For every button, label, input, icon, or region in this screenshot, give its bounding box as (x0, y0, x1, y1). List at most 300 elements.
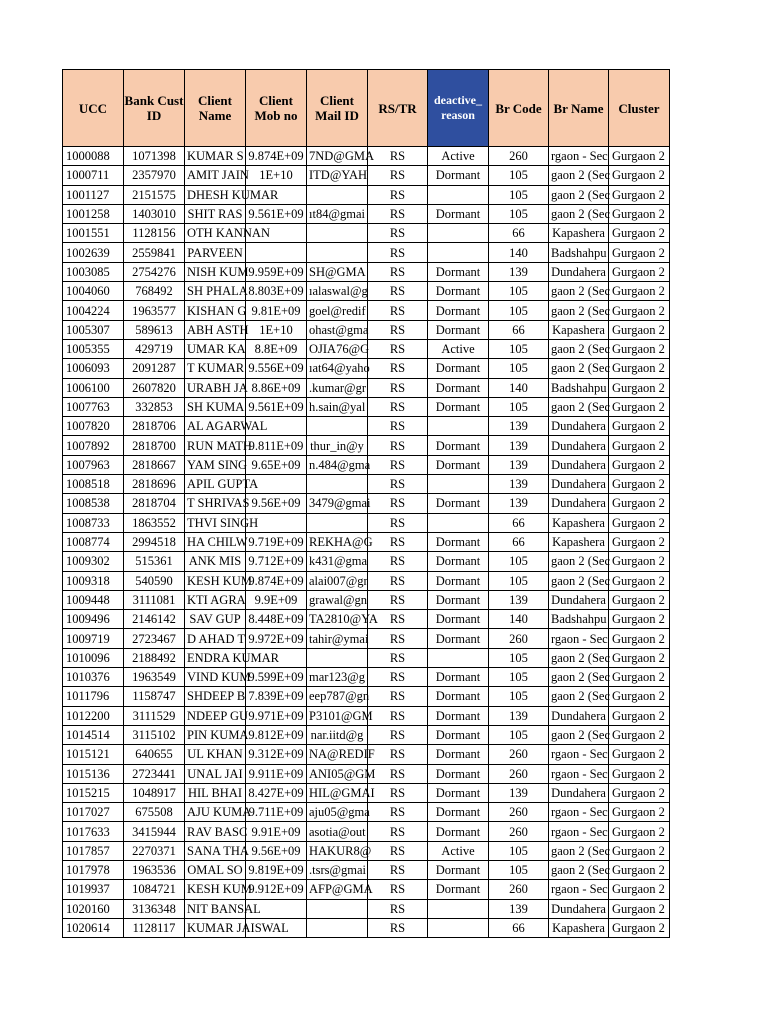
cell-rs-tr[interactable]: RS (368, 475, 428, 494)
cell-client-name[interactable]: KTI AGRA (185, 590, 246, 609)
cell-br-code[interactable]: 139 (489, 417, 549, 436)
header-ucc[interactable]: UCC (63, 70, 124, 147)
header-client-name[interactable]: Client Name (185, 70, 246, 147)
cell-deactive-reason[interactable]: Dormant (428, 359, 489, 378)
cell-client-name[interactable]: D AHAD T (185, 629, 246, 648)
cell-bank-cust-id[interactable]: 1403010 (124, 204, 185, 223)
cell-br-name[interactable]: Kapashera (549, 918, 609, 937)
cell-bank-cust-id[interactable]: 3115102 (124, 725, 185, 744)
cell-client-mail[interactable]: n.484@gma (307, 455, 368, 474)
cell-cluster[interactable]: Gurgaon 2 (609, 378, 670, 397)
cell-br-name[interactable]: gaon 2 (Sec (549, 359, 609, 378)
cell-client-mob[interactable]: 9.81E+09 (246, 301, 307, 320)
cell-client-mail[interactable] (307, 918, 368, 937)
cell-br-code[interactable]: 139 (489, 262, 549, 281)
cell-rs-tr[interactable]: RS (368, 552, 428, 571)
cell-cluster[interactable]: Gurgaon 2 (609, 899, 670, 918)
cell-client-name[interactable]: AMIT JAIN (185, 166, 246, 185)
header-br-name[interactable]: Br Name (549, 70, 609, 147)
cell-client-name[interactable]: AJU KUMA (185, 803, 246, 822)
cell-client-name[interactable]: SAV GUP (185, 610, 246, 629)
cell-client-name[interactable]: PARVEEN (185, 243, 246, 262)
cell-ucc[interactable]: 1020160 (63, 899, 124, 918)
cell-br-name[interactable]: Kapashera (549, 513, 609, 532)
cell-br-name[interactable]: rgaon - Sec (549, 745, 609, 764)
header-bank-cust-id[interactable]: Bank Cust ID (124, 70, 185, 147)
cell-client-mail[interactable]: ITD@YAH (307, 166, 368, 185)
cell-br-name[interactable]: gaon 2 (Sec (549, 185, 609, 204)
cell-client-name[interactable]: VIND KUM (185, 668, 246, 687)
cell-deactive-reason[interactable]: Dormant (428, 668, 489, 687)
cell-client-mob[interactable]: 8.427E+09 (246, 783, 307, 802)
cell-rs-tr[interactable]: RS (368, 513, 428, 532)
cell-rs-tr[interactable]: RS (368, 397, 428, 416)
cell-rs-tr[interactable]: RS (368, 668, 428, 687)
cell-client-mob[interactable]: 9.971E+09 (246, 706, 307, 725)
cell-client-mail[interactable]: alai007@gr (307, 571, 368, 590)
cell-ucc[interactable]: 1008538 (63, 494, 124, 513)
cell-bank-cust-id[interactable]: 2270371 (124, 841, 185, 860)
cell-deactive-reason[interactable]: Dormant (428, 571, 489, 590)
cell-rs-tr[interactable]: RS (368, 841, 428, 860)
cell-rs-tr[interactable]: RS (368, 687, 428, 706)
cell-bank-cust-id[interactable]: 1128156 (124, 224, 185, 243)
cell-client-mail[interactable]: eep787@gn (307, 687, 368, 706)
cell-ucc[interactable]: 1001551 (63, 224, 124, 243)
cell-client-name[interactable]: UMAR KA (185, 339, 246, 358)
cell-br-code[interactable]: 105 (489, 359, 549, 378)
cell-ucc[interactable]: 1011796 (63, 687, 124, 706)
cell-client-mail[interactable]: nar.iitd@g (307, 725, 368, 744)
cell-client-mob[interactable]: 9.56E+09 (246, 494, 307, 513)
cell-bank-cust-id[interactable]: 3111081 (124, 590, 185, 609)
cell-bank-cust-id[interactable]: 589613 (124, 320, 185, 339)
cell-br-name[interactable]: Dundahera (549, 262, 609, 281)
cell-br-code[interactable]: 105 (489, 668, 549, 687)
cell-rs-tr[interactable]: RS (368, 880, 428, 899)
cell-ucc[interactable]: 1009318 (63, 571, 124, 590)
cell-rs-tr[interactable]: RS (368, 320, 428, 339)
cell-rs-tr[interactable]: RS (368, 282, 428, 301)
cell-br-name[interactable]: gaon 2 (Sec (549, 571, 609, 590)
cell-deactive-reason[interactable]: Dormant (428, 610, 489, 629)
cell-rs-tr[interactable]: RS (368, 243, 428, 262)
cell-br-code[interactable]: 66 (489, 320, 549, 339)
cell-rs-tr[interactable]: RS (368, 147, 428, 166)
cell-deactive-reason[interactable] (428, 243, 489, 262)
cell-bank-cust-id[interactable]: 1863552 (124, 513, 185, 532)
cell-deactive-reason[interactable]: Dormant (428, 745, 489, 764)
cell-ucc[interactable]: 1017978 (63, 860, 124, 879)
cell-client-mail[interactable]: k431@gma (307, 552, 368, 571)
cell-br-name[interactable]: gaon 2 (Sec (549, 668, 609, 687)
cell-br-code[interactable]: 139 (489, 783, 549, 802)
cell-bank-cust-id[interactable]: 1963536 (124, 860, 185, 879)
cell-deactive-reason[interactable]: Dormant (428, 282, 489, 301)
cell-cluster[interactable]: Gurgaon 2 (609, 282, 670, 301)
cell-client-mob[interactable]: 9.911E+09 (246, 764, 307, 783)
cell-deactive-reason[interactable]: Active (428, 841, 489, 860)
cell-bank-cust-id[interactable]: 3136348 (124, 899, 185, 918)
cell-bank-cust-id[interactable]: 2723441 (124, 764, 185, 783)
cell-bank-cust-id[interactable]: 2151575 (124, 185, 185, 204)
cell-deactive-reason[interactable] (428, 185, 489, 204)
cell-ucc[interactable]: 1002639 (63, 243, 124, 262)
cell-client-mail[interactable] (307, 475, 368, 494)
cell-br-code[interactable]: 139 (489, 590, 549, 609)
cell-ucc[interactable]: 1004060 (63, 282, 124, 301)
cell-cluster[interactable]: Gurgaon 2 (609, 880, 670, 899)
cell-client-mail[interactable]: thur_in@y (307, 436, 368, 455)
cell-bank-cust-id[interactable]: 429719 (124, 339, 185, 358)
cell-client-name[interactable]: RUN MATH (185, 436, 246, 455)
cell-deactive-reason[interactable] (428, 899, 489, 918)
cell-rs-tr[interactable]: RS (368, 571, 428, 590)
cell-bank-cust-id[interactable]: 2818704 (124, 494, 185, 513)
cell-deactive-reason[interactable] (428, 475, 489, 494)
cell-rs-tr[interactable]: RS (368, 532, 428, 551)
cell-client-mail[interactable]: h.sain@yal (307, 397, 368, 416)
cell-br-name[interactable]: gaon 2 (Sec (549, 725, 609, 744)
cell-br-code[interactable]: 139 (489, 706, 549, 725)
cell-client-name[interactable]: ENDRA KUMAR (185, 648, 246, 667)
cell-br-code[interactable]: 260 (489, 745, 549, 764)
cell-br-name[interactable]: Badshahpu (549, 243, 609, 262)
cell-br-name[interactable]: Dundahera (549, 455, 609, 474)
cell-client-name[interactable]: KESH KUM (185, 571, 246, 590)
cell-bank-cust-id[interactable]: 2818700 (124, 436, 185, 455)
cell-client-name[interactable]: URABH JA (185, 378, 246, 397)
cell-client-name[interactable]: UL KHAN (185, 745, 246, 764)
cell-br-name[interactable]: Badshahpu (549, 610, 609, 629)
cell-cluster[interactable]: Gurgaon 2 (609, 687, 670, 706)
cell-client-name[interactable]: ABH ASTH (185, 320, 246, 339)
cell-br-name[interactable]: Kapashera (549, 532, 609, 551)
cell-deactive-reason[interactable]: Dormant (428, 455, 489, 474)
cell-ucc[interactable]: 1000711 (63, 166, 124, 185)
cell-rs-tr[interactable]: RS (368, 185, 428, 204)
cell-client-mail[interactable] (307, 185, 368, 204)
cell-client-mob[interactable]: 7.839E+09 (246, 687, 307, 706)
cell-ucc[interactable]: 1015136 (63, 764, 124, 783)
cell-ucc[interactable]: 1007763 (63, 397, 124, 416)
cell-br-code[interactable]: 260 (489, 803, 549, 822)
cell-rs-tr[interactable]: RS (368, 494, 428, 513)
cell-cluster[interactable]: Gurgaon 2 (609, 629, 670, 648)
cell-br-name[interactable]: rgaon - Sec (549, 629, 609, 648)
cell-cluster[interactable]: Gurgaon 2 (609, 532, 670, 551)
cell-br-code[interactable]: 105 (489, 166, 549, 185)
cell-br-code[interactable]: 105 (489, 571, 549, 590)
cell-client-mob[interactable]: 9.874E+09 (246, 571, 307, 590)
cell-cluster[interactable]: Gurgaon 2 (609, 204, 670, 223)
cell-bank-cust-id[interactable]: 2559841 (124, 243, 185, 262)
cell-client-mail[interactable]: tahir@ymai (307, 629, 368, 648)
cell-client-mob[interactable]: 9.719E+09 (246, 532, 307, 551)
cell-cluster[interactable]: Gurgaon 2 (609, 243, 670, 262)
cell-client-mob[interactable] (246, 243, 307, 262)
cell-cluster[interactable]: Gurgaon 2 (609, 455, 670, 474)
cell-client-mail[interactable]: ANI05@GM (307, 764, 368, 783)
cell-client-name[interactable]: KESH KUM (185, 880, 246, 899)
cell-rs-tr[interactable]: RS (368, 706, 428, 725)
cell-ucc[interactable]: 1005355 (63, 339, 124, 358)
cell-bank-cust-id[interactable]: 1158747 (124, 687, 185, 706)
cell-client-mail[interactable]: .tsrs@gmai (307, 860, 368, 879)
header-client-mob[interactable]: Client Mob no (246, 70, 307, 147)
cell-br-code[interactable]: 105 (489, 301, 549, 320)
cell-bank-cust-id[interactable]: 2607820 (124, 378, 185, 397)
cell-client-name[interactable]: AL AGARWAL (185, 417, 246, 436)
cell-cluster[interactable]: Gurgaon 2 (609, 185, 670, 204)
cell-client-name[interactable]: NIT BANSAL (185, 899, 246, 918)
cell-ucc[interactable]: 1010376 (63, 668, 124, 687)
cell-deactive-reason[interactable]: Dormant (428, 822, 489, 841)
cell-cluster[interactable]: Gurgaon 2 (609, 841, 670, 860)
header-rs-tr[interactable]: RS/TR (368, 70, 428, 147)
cell-br-code[interactable]: 105 (489, 185, 549, 204)
cell-client-mail[interactable]: AFP@GMA (307, 880, 368, 899)
cell-br-name[interactable]: gaon 2 (Sec (549, 204, 609, 223)
cell-client-mail[interactable]: ıalaswal@g (307, 282, 368, 301)
cell-rs-tr[interactable]: RS (368, 378, 428, 397)
cell-br-name[interactable]: gaon 2 (Sec (549, 397, 609, 416)
cell-ucc[interactable]: 1007820 (63, 417, 124, 436)
cell-cluster[interactable]: Gurgaon 2 (609, 513, 670, 532)
cell-deactive-reason[interactable]: Dormant (428, 532, 489, 551)
cell-br-code[interactable]: 105 (489, 860, 549, 879)
header-deactive-reason[interactable]: deactive_ reason (428, 70, 489, 147)
cell-bank-cust-id[interactable]: 540590 (124, 571, 185, 590)
cell-deactive-reason[interactable]: Dormant (428, 166, 489, 185)
cell-rs-tr[interactable]: RS (368, 262, 428, 281)
cell-rs-tr[interactable]: RS (368, 610, 428, 629)
cell-deactive-reason[interactable] (428, 648, 489, 667)
cell-rs-tr[interactable]: RS (368, 359, 428, 378)
cell-deactive-reason[interactable]: Dormant (428, 687, 489, 706)
cell-br-name[interactable]: gaon 2 (Sec (549, 687, 609, 706)
cell-client-mob[interactable]: 9.561E+09 (246, 204, 307, 223)
cell-client-mail[interactable]: 3479@gmai (307, 494, 368, 513)
cell-deactive-reason[interactable]: Dormant (428, 320, 489, 339)
cell-client-mail[interactable]: grawal@gn (307, 590, 368, 609)
cell-bank-cust-id[interactable]: 2357970 (124, 166, 185, 185)
cell-bank-cust-id[interactable]: 2091287 (124, 359, 185, 378)
cell-cluster[interactable]: Gurgaon 2 (609, 571, 670, 590)
cell-rs-tr[interactable]: RS (368, 745, 428, 764)
cell-client-name[interactable]: T SHRIVAS (185, 494, 246, 513)
cell-br-code[interactable]: 105 (489, 552, 549, 571)
cell-br-name[interactable]: Dundahera (549, 783, 609, 802)
cell-rs-tr[interactable]: RS (368, 455, 428, 474)
cell-bank-cust-id[interactable]: 2994518 (124, 532, 185, 551)
cell-cluster[interactable]: Gurgaon 2 (609, 918, 670, 937)
cell-cluster[interactable]: Gurgaon 2 (609, 262, 670, 281)
cell-br-code[interactable]: 139 (489, 899, 549, 918)
cell-ucc[interactable]: 1009496 (63, 610, 124, 629)
cell-br-code[interactable]: 139 (489, 475, 549, 494)
cell-client-mob[interactable]: 9.711E+09 (246, 803, 307, 822)
cell-rs-tr[interactable]: RS (368, 918, 428, 937)
cell-deactive-reason[interactable]: Active (428, 339, 489, 358)
cell-ucc[interactable]: 1000088 (63, 147, 124, 166)
cell-client-mail[interactable] (307, 417, 368, 436)
cell-client-name[interactable]: KUMAR JAISWAL (185, 918, 246, 937)
cell-rs-tr[interactable]: RS (368, 301, 428, 320)
cell-ucc[interactable]: 1004224 (63, 301, 124, 320)
cell-client-mob[interactable]: 1E+10 (246, 166, 307, 185)
cell-cluster[interactable]: Gurgaon 2 (609, 320, 670, 339)
cell-client-name[interactable]: PIN KUMA (185, 725, 246, 744)
cell-br-code[interactable]: 105 (489, 339, 549, 358)
cell-rs-tr[interactable]: RS (368, 339, 428, 358)
cell-ucc[interactable]: 1001127 (63, 185, 124, 204)
cell-cluster[interactable]: Gurgaon 2 (609, 147, 670, 166)
cell-deactive-reason[interactable]: Dormant (428, 783, 489, 802)
cell-client-name[interactable]: SANA THA (185, 841, 246, 860)
cell-client-name[interactable]: HA CHILW (185, 532, 246, 551)
cell-br-code[interactable]: 140 (489, 610, 549, 629)
cell-br-code[interactable]: 139 (489, 494, 549, 513)
cell-deactive-reason[interactable]: Dormant (428, 860, 489, 879)
cell-client-mail[interactable] (307, 648, 368, 667)
cell-bank-cust-id[interactable]: 1963549 (124, 668, 185, 687)
header-client-mail[interactable]: Client Mail ID (307, 70, 368, 147)
cell-deactive-reason[interactable]: Dormant (428, 262, 489, 281)
cell-cluster[interactable]: Gurgaon 2 (609, 706, 670, 725)
cell-ucc[interactable]: 1017633 (63, 822, 124, 841)
cell-cluster[interactable]: Gurgaon 2 (609, 668, 670, 687)
cell-br-name[interactable]: gaon 2 (Sec (549, 301, 609, 320)
cell-deactive-reason[interactable]: Dormant (428, 629, 489, 648)
cell-cluster[interactable]: Gurgaon 2 (609, 397, 670, 416)
cell-client-mob[interactable]: 9.9E+09 (246, 590, 307, 609)
cell-br-code[interactable]: 260 (489, 764, 549, 783)
cell-cluster[interactable]: Gurgaon 2 (609, 860, 670, 879)
cell-cluster[interactable]: Gurgaon 2 (609, 590, 670, 609)
cell-ucc[interactable]: 1006100 (63, 378, 124, 397)
header-br-code[interactable]: Br Code (489, 70, 549, 147)
cell-br-code[interactable]: 260 (489, 880, 549, 899)
cell-rs-tr[interactable]: RS (368, 764, 428, 783)
cell-rs-tr[interactable]: RS (368, 417, 428, 436)
cell-client-mob[interactable]: 8.448E+09 (246, 610, 307, 629)
cell-client-name[interactable]: ANK MIS (185, 552, 246, 571)
cell-ucc[interactable]: 1001258 (63, 204, 124, 223)
cell-deactive-reason[interactable]: Dormant (428, 378, 489, 397)
cell-br-code[interactable]: 105 (489, 841, 549, 860)
cell-client-mob[interactable]: 8.803E+09 (246, 282, 307, 301)
cell-deactive-reason[interactable]: Dormant (428, 764, 489, 783)
cell-client-mob[interactable]: 9.712E+09 (246, 552, 307, 571)
cell-rs-tr[interactable]: RS (368, 899, 428, 918)
cell-ucc[interactable]: 1005307 (63, 320, 124, 339)
cell-client-mail[interactable]: HAKUR8@ (307, 841, 368, 860)
cell-br-name[interactable]: gaon 2 (Sec (549, 841, 609, 860)
cell-br-name[interactable]: Dundahera (549, 494, 609, 513)
cell-client-mail[interactable]: P3101@GM (307, 706, 368, 725)
cell-rs-tr[interactable]: RS (368, 803, 428, 822)
header-cluster[interactable]: Cluster (609, 70, 670, 147)
cell-br-name[interactable]: Badshahpu (549, 378, 609, 397)
cell-deactive-reason[interactable]: Dormant (428, 552, 489, 571)
cell-client-mail[interactable]: asotia@out (307, 822, 368, 841)
cell-client-name[interactable]: RAV BASC (185, 822, 246, 841)
cell-ucc[interactable]: 1015121 (63, 745, 124, 764)
cell-ucc[interactable]: 1008518 (63, 475, 124, 494)
cell-deactive-reason[interactable]: Dormant (428, 725, 489, 744)
cell-cluster[interactable]: Gurgaon 2 (609, 803, 670, 822)
cell-client-mail[interactable]: HIL@GMAI (307, 783, 368, 802)
cell-br-name[interactable]: gaon 2 (Sec (549, 339, 609, 358)
cell-deactive-reason[interactable]: Dormant (428, 803, 489, 822)
cell-client-mail[interactable]: .kumar@gr (307, 378, 368, 397)
cell-ucc[interactable]: 1017027 (63, 803, 124, 822)
cell-ucc[interactable]: 1006093 (63, 359, 124, 378)
cell-rs-tr[interactable]: RS (368, 224, 428, 243)
cell-br-code[interactable]: 139 (489, 436, 549, 455)
cell-ucc[interactable]: 1003085 (63, 262, 124, 281)
cell-bank-cust-id[interactable]: 2818706 (124, 417, 185, 436)
cell-client-mail[interactable]: TA2810@YA (307, 610, 368, 629)
cell-br-code[interactable]: 105 (489, 648, 549, 667)
cell-bank-cust-id[interactable]: 1048917 (124, 783, 185, 802)
cell-client-name[interactable]: KISHAN G (185, 301, 246, 320)
cell-br-name[interactable]: gaon 2 (Sec (549, 648, 609, 667)
cell-rs-tr[interactable]: RS (368, 204, 428, 223)
cell-client-name[interactable]: YAM SING (185, 455, 246, 474)
cell-br-code[interactable]: 260 (489, 147, 549, 166)
cell-deactive-reason[interactable]: Dormant (428, 397, 489, 416)
cell-cluster[interactable]: Gurgaon 2 (609, 436, 670, 455)
cell-br-code[interactable]: 66 (489, 918, 549, 937)
cell-client-mail[interactable]: SH@GMA (307, 262, 368, 281)
cell-client-mob[interactable]: 9.599E+09 (246, 668, 307, 687)
cell-cluster[interactable]: Gurgaon 2 (609, 166, 670, 185)
cell-br-code[interactable]: 105 (489, 725, 549, 744)
cell-client-mail[interactable]: aju05@gma (307, 803, 368, 822)
cell-br-code[interactable]: 66 (489, 532, 549, 551)
cell-rs-tr[interactable]: RS (368, 783, 428, 802)
cell-client-mob[interactable]: 9.56E+09 (246, 841, 307, 860)
cell-bank-cust-id[interactable]: 3415944 (124, 822, 185, 841)
cell-deactive-reason[interactable]: Dormant (428, 706, 489, 725)
cell-client-name[interactable]: DHESH KUMAR (185, 185, 246, 204)
cell-client-mob[interactable]: 9.912E+09 (246, 880, 307, 899)
cell-deactive-reason[interactable]: Dormant (428, 301, 489, 320)
cell-deactive-reason[interactable] (428, 417, 489, 436)
cell-bank-cust-id[interactable]: 675508 (124, 803, 185, 822)
cell-ucc[interactable]: 1015215 (63, 783, 124, 802)
cell-cluster[interactable]: Gurgaon 2 (609, 339, 670, 358)
cell-br-code[interactable]: 105 (489, 204, 549, 223)
cell-client-name[interactable]: OTH KANNAN (185, 224, 246, 243)
cell-br-code[interactable]: 140 (489, 378, 549, 397)
cell-client-mob[interactable]: 1E+10 (246, 320, 307, 339)
cell-br-name[interactable]: rgaon - Sec (549, 880, 609, 899)
cell-br-code[interactable]: 105 (489, 397, 549, 416)
cell-client-name[interactable]: SH PHALA (185, 282, 246, 301)
cell-bank-cust-id[interactable]: 1084721 (124, 880, 185, 899)
cell-cluster[interactable]: Gurgaon 2 (609, 417, 670, 436)
cell-client-mob[interactable]: 8.86E+09 (246, 378, 307, 397)
cell-cluster[interactable]: Gurgaon 2 (609, 764, 670, 783)
cell-br-name[interactable]: Dundahera (549, 899, 609, 918)
cell-rs-tr[interactable]: RS (368, 590, 428, 609)
cell-ucc[interactable]: 1010096 (63, 648, 124, 667)
cell-cluster[interactable]: Gurgaon 2 (609, 610, 670, 629)
cell-deactive-reason[interactable]: Dormant (428, 494, 489, 513)
